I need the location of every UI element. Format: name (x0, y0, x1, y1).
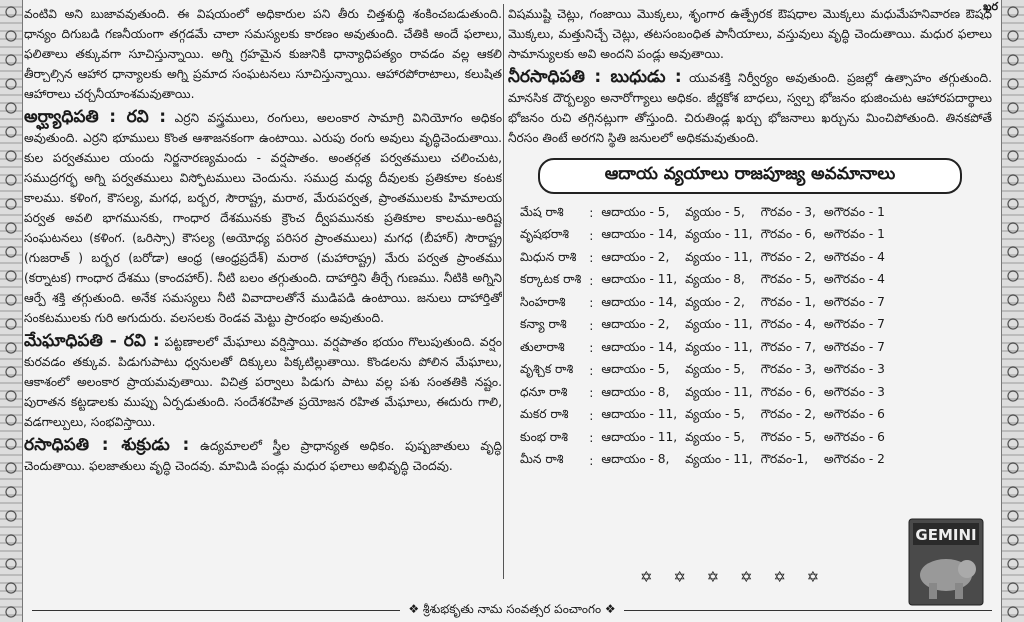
gauravam-cell: గౌరవం - 6, (760, 227, 816, 242)
left-column (24, 4, 502, 579)
rasa-heading: రసాధిపతి : శుక్రుడు : (24, 435, 190, 455)
agauravam-cell: అగౌరవం - 7 (823, 294, 885, 309)
rasi-row (516, 450, 889, 473)
footer-line-right (624, 610, 992, 611)
agauravam-cell: అగౌరవం - 7 (823, 339, 885, 354)
rasi-row (516, 202, 889, 225)
vyayam-cell: వ్యయం - 5, (685, 429, 745, 444)
rasi-row (516, 405, 889, 428)
colon: : (589, 408, 594, 423)
rasi-name: కర్కాటక రాశి (520, 272, 582, 287)
rasi-row (516, 315, 889, 338)
aadayam-cell: ఆదాయం - 5, (601, 362, 670, 377)
agauravam-cell: అగౌరవం - 4 (823, 249, 885, 264)
colon: : (589, 273, 594, 288)
footer-text: ❖ శ్రీశుభకృతు నామ సంవత్సర పంచాంగం ❖ (408, 601, 616, 616)
colon: : (589, 251, 594, 266)
rasi-name: వృశ్చిక రాశి (520, 362, 574, 377)
gauravam-cell: గౌరవం - 3, (760, 204, 816, 219)
argha-paragraph (24, 107, 502, 328)
rasi-name: కన్యా రాశి (520, 317, 567, 332)
rasi-name: వృషభరాశి (520, 227, 569, 242)
footer-line-left (32, 610, 400, 611)
vyayam-cell: వ్యయం - 11, (685, 384, 753, 399)
agauravam-cell: అగౌరవం - 2 (823, 452, 885, 467)
colon: : (589, 363, 594, 378)
gauravam-cell: గౌరవం-1, (760, 452, 809, 467)
agauravam-cell: అగౌరవం - 4 (823, 272, 885, 287)
right-column (508, 4, 992, 579)
rasi-name: మీన రాశి (520, 452, 564, 467)
rasi-row (516, 360, 889, 383)
vyayam-cell: వ్యయం - 11, (685, 317, 753, 332)
rasi-name: మకర రాశి (520, 407, 569, 422)
vyayam-cell: వ్యయం - 8, (685, 272, 745, 287)
gauravam-cell: గౌరవం - 5, (760, 272, 816, 287)
colon: : (589, 206, 594, 221)
decorative-border-right (1001, 0, 1024, 622)
decorative-border-left (0, 0, 23, 622)
aadayam-cell: ఆదాయం - 2, (601, 317, 670, 332)
aadayam-cell: ఆదాయం - 14, (601, 339, 678, 354)
vyayam-cell: వ్యయం - 5, (685, 204, 745, 219)
rasi-name: మిధున రాశి (520, 249, 577, 264)
rasi-row (516, 427, 889, 450)
argha-text: ఎర్రని వస్త్రములు, రంగులు, అలంకార సామాగ్రి వినియోగం అధికం అవుతుంది. ఎర్రని భూములు కొంత ఆశాజనకంగా ఉంటాయి. ఎరుపు రంగు అవులు వృద్ధిచెందుతాయి. కుల పర్వతముల యందు నిర్జనారణ్యమందు - వర్షపాతం. అంతర్గత పర్వతములు చలించుట, సముద్రగర్భ అగ్ని పర్వతములు విస్ఫోటములు చెందును. సముద్ర మధ్య దీవులకు ప్రతికూల కంటక కాలము. కళింగ, కౌసల్య, మగధ, బర్బర, సౌరాష్ట్ర, మరాఠ, మేరుపర్వత, ప్రాంతములకు హిమాలయ పర్వత అవలి భాగమునకు, గాంధార దేశమునకు క్రౌంచ ద్వీపమునకు ప్రతికూల కాలము-అరిష్ట సంఘటనలు (కళింగ. (ఒరిస్సా) కౌసల్య (అయోధ్య పరిసర ప్రాంతములు) మగధ (బీహార్) సౌరాష్ట్ర (గుజరాత్ ) బర్బర (బరోడా) ఆంధ్ర (ఆంధ్రప్రదేశ్) మరాఠ (మహారాష్ట్ర) మేరు పర్వత ప్రాంతము (కర్నాటక) గాంధార దేశము (కాందహార్). నీటి బలం తగ్గుతుంది. దాహార్తిని తీర్చే గుణము. నీటికి అగ్నిని ఆర్పే శక్తి తగ్గుతుంది. అనేక సమస్యలు నీటి వివాదాలతోనే ముడిపడి ఉంటాయి. జనులు దాహార్తితో సంకటములకు గురి అగుదురు. వలసలకు రెండవ మెట్టు ప్రారంభం అవుతుంది. (24, 111, 502, 325)
agauravam-cell: అగౌరవం - 3 (823, 362, 885, 377)
rasa-text: ఉద్యమాలలో స్త్రీల ప్రాధాన్యత అధికం. పుష్పజాతులు వృద్ధి చెందుతాయి. ఫలజాతులు వృద్ధి చెందవు. మామిడి పండ్లు మధుర ఫలాలు అభివృద్ధి చెందవు. (24, 439, 502, 473)
colon: : (589, 296, 594, 311)
colon: : (589, 453, 594, 468)
vyayam-cell: వ్యయం - 11, (685, 452, 753, 467)
colon: : (589, 341, 594, 356)
gauravam-cell: గౌరవం - 4, (760, 317, 816, 332)
rasi-name: ధనూ రాశి (520, 384, 568, 399)
agauravam-cell: అగౌరవం - 6 (823, 407, 885, 422)
rasi-name: తులారాశి (520, 339, 565, 354)
column-divider (503, 4, 504, 579)
aadayam-cell: ఆదాయం - 2, (601, 249, 670, 264)
page-footer (24, 600, 1000, 620)
agauravam-cell: అగౌరవం - 6 (823, 429, 885, 444)
aadayam-cell: ఆదాయం - 11, (601, 272, 678, 287)
gemini-ad-image (903, 515, 989, 610)
star-ornament: ✡ ✡ ✡ ✡ ✡ ✡ (640, 568, 828, 586)
vyayam-cell: వ్యయం - 11, (685, 227, 753, 242)
nirasa-text: యువశక్తి నిర్వీర్యం అవుతుంది. ప్రజల్లో ఉత్సాహం తగ్గుతుంది. మానసిక దౌర్బల్యం అనారోగ్యాలు అధికం. జీర్ణకోశ బాధలు, స్వల్ప భోజనం భుజించుట ఆహారపదార్థాలు భోజనం రుచి తగ్గినట్లుగా తోస్తుంది. చిరుతిండ్ల ఖర్చు భోజనాలు ఖర్చును మించిపోతుంది. తినకపోతే నీరసం తింటే అరగని స్థితి జనులలో అధికమవుతుంది. (508, 71, 992, 145)
vyayam-cell: వ్యయం - 11, (685, 249, 753, 264)
rasi-row (516, 292, 889, 315)
aadayam-cell: ఆదాయం - 8, (601, 452, 670, 467)
nirasa-heading: నీరసాధిపతి : బుధుడు : (508, 67, 682, 87)
rasi-name: సింహరాశి (520, 294, 566, 309)
gauravam-cell: గౌరవం - 5, (760, 429, 816, 444)
agauravam-cell: అగౌరవం - 7 (823, 317, 885, 332)
rasi-table (516, 202, 889, 472)
aadayam-cell: ఆదాయం - 14, (601, 227, 678, 242)
aadayam-cell: ఆదాయం - 5, (601, 204, 670, 219)
aadayam-cell: ఆదాయం - 14, (601, 294, 678, 309)
agauravam-cell: అగౌరవం - 3 (823, 384, 885, 399)
colon: : (589, 228, 594, 243)
aadayam-cell: ఆదాయం - 11, (601, 407, 678, 422)
rasi-row (516, 225, 889, 248)
gauravam-cell: గౌరవం - 2, (760, 407, 816, 422)
vyayam-cell: వ్యయం - 5, (685, 362, 745, 377)
argha-heading: అర్ఘ్యాధిపతి : రవి : (24, 107, 167, 127)
megha-paragraph (24, 331, 502, 432)
rasa-paragraph (24, 435, 502, 476)
rasi-row (516, 382, 889, 405)
gauravam-cell: గౌరవం - 3, (760, 362, 816, 377)
right-intro-paragraph: విషముష్టి చెట్లు, గంజాయి మొక్కలు, శృంగార ఉత్ప్రేరక ఔషధాల మొక్కలు మధుమేహనివారణ ఔషధ మొక్కలు, మత్తునిచ్చే చెట్లు, తటసంబంధిత పానీయాలు, వస్తువులు వృద్ధి చెందుతాయి. మధుర ఫలాలు సామాన్యులకు అవి అందని పండ్లు అవుతాయి. (508, 7, 992, 61)
megha-heading: మేఘాధిపతి - రవి : (24, 331, 160, 351)
page-corner-text: ఖర (983, 0, 998, 13)
vyayam-cell: వ్యయం - 11, (685, 339, 753, 354)
colon: : (589, 318, 594, 333)
rasi-row (516, 247, 889, 270)
gauravam-cell: గౌరవం - 7, (760, 339, 816, 354)
gauravam-cell: గౌరవం - 6, (760, 384, 816, 399)
colon: : (589, 431, 594, 446)
gemini-brand-text: GEMINI (915, 526, 977, 544)
aadayam-cell: ఆదాయం - 8, (601, 384, 670, 399)
rasi-row (516, 337, 889, 360)
gauravam-cell: గౌరవం - 1, (760, 294, 816, 309)
rasi-name: మేష రాశి (520, 204, 564, 219)
left-intro-paragraph: వంటివి అని బుజావవుతుంది. ఈ విషయంలో అధికారుల పని తీరు చిత్తశుద్ధి శంకించబడుతుంది. ధాన్యం దిగుబడి గణనీయంగా తగ్గడమే చాలా సమస్యలకు కారణం అవుతుంది. చేతికి అందే ఫలాలు, ఫలితాలు తక్కువగా సూచిస్తున్నాయి. అగ్ని గ్రహమైన కుజునికి ధాన్యాధిపత్యం రావడం వల్ల ఆకలి తీర్చాల్సిన ఆహార ధాన్యాలకు అగ్ని ప్రమాద సంఘటనలు సూచిస్తున్నాయి. ఆహారపోరాటాలు, కలుషిత ఆహారాలు చర్చనీయాంశమవుతాయి. (24, 7, 502, 101)
megha-text: పట్టణాలలో మేఘాలు వర్షిస్తాయి. వర్షపాతం భయం గొలుపుతుంది. వర్షం కురవడం తక్కువ. పిడుగుపాటు ధ్వనులతో దిక్కులు పిక్కటిల్లుతాయి. కొండలను పోలిన మేఘాలు, ఆకాశంలో అలంకార ప్రాయమవుతాయి. విచిత్ర పర్వాలు పిడుగు పాటు వల్ల పశు సంతతికి నష్టం. పురాతన కట్టడాలకు ముప్పు ఏర్పడుతుంది. సందేశరహిత ప్రయోజన రహిత మేఘాలు, ఈదురు గాలి, వడగాల్పులు, సంభవిస్తాయి. (24, 335, 502, 429)
colon: : (589, 386, 594, 401)
agauravam-cell: అగౌరవం - 1 (823, 204, 885, 219)
aadayam-cell: ఆదాయం - 11, (601, 429, 678, 444)
agauravam-cell: అగౌరవం - 1 (823, 227, 885, 242)
gauravam-cell: గౌరవం - 2, (760, 249, 816, 264)
section-banner: ఆదాయ వ్యయాలు రాజపూజ్య అవమానాలు (538, 158, 962, 194)
vyayam-cell: వ్యయం - 2, (685, 294, 745, 309)
nirasa-paragraph (508, 67, 992, 148)
rasi-row (516, 270, 889, 293)
vyayam-cell: వ్యయం - 5, (685, 407, 745, 422)
rasi-name: కుంభ రాశి (520, 429, 568, 444)
